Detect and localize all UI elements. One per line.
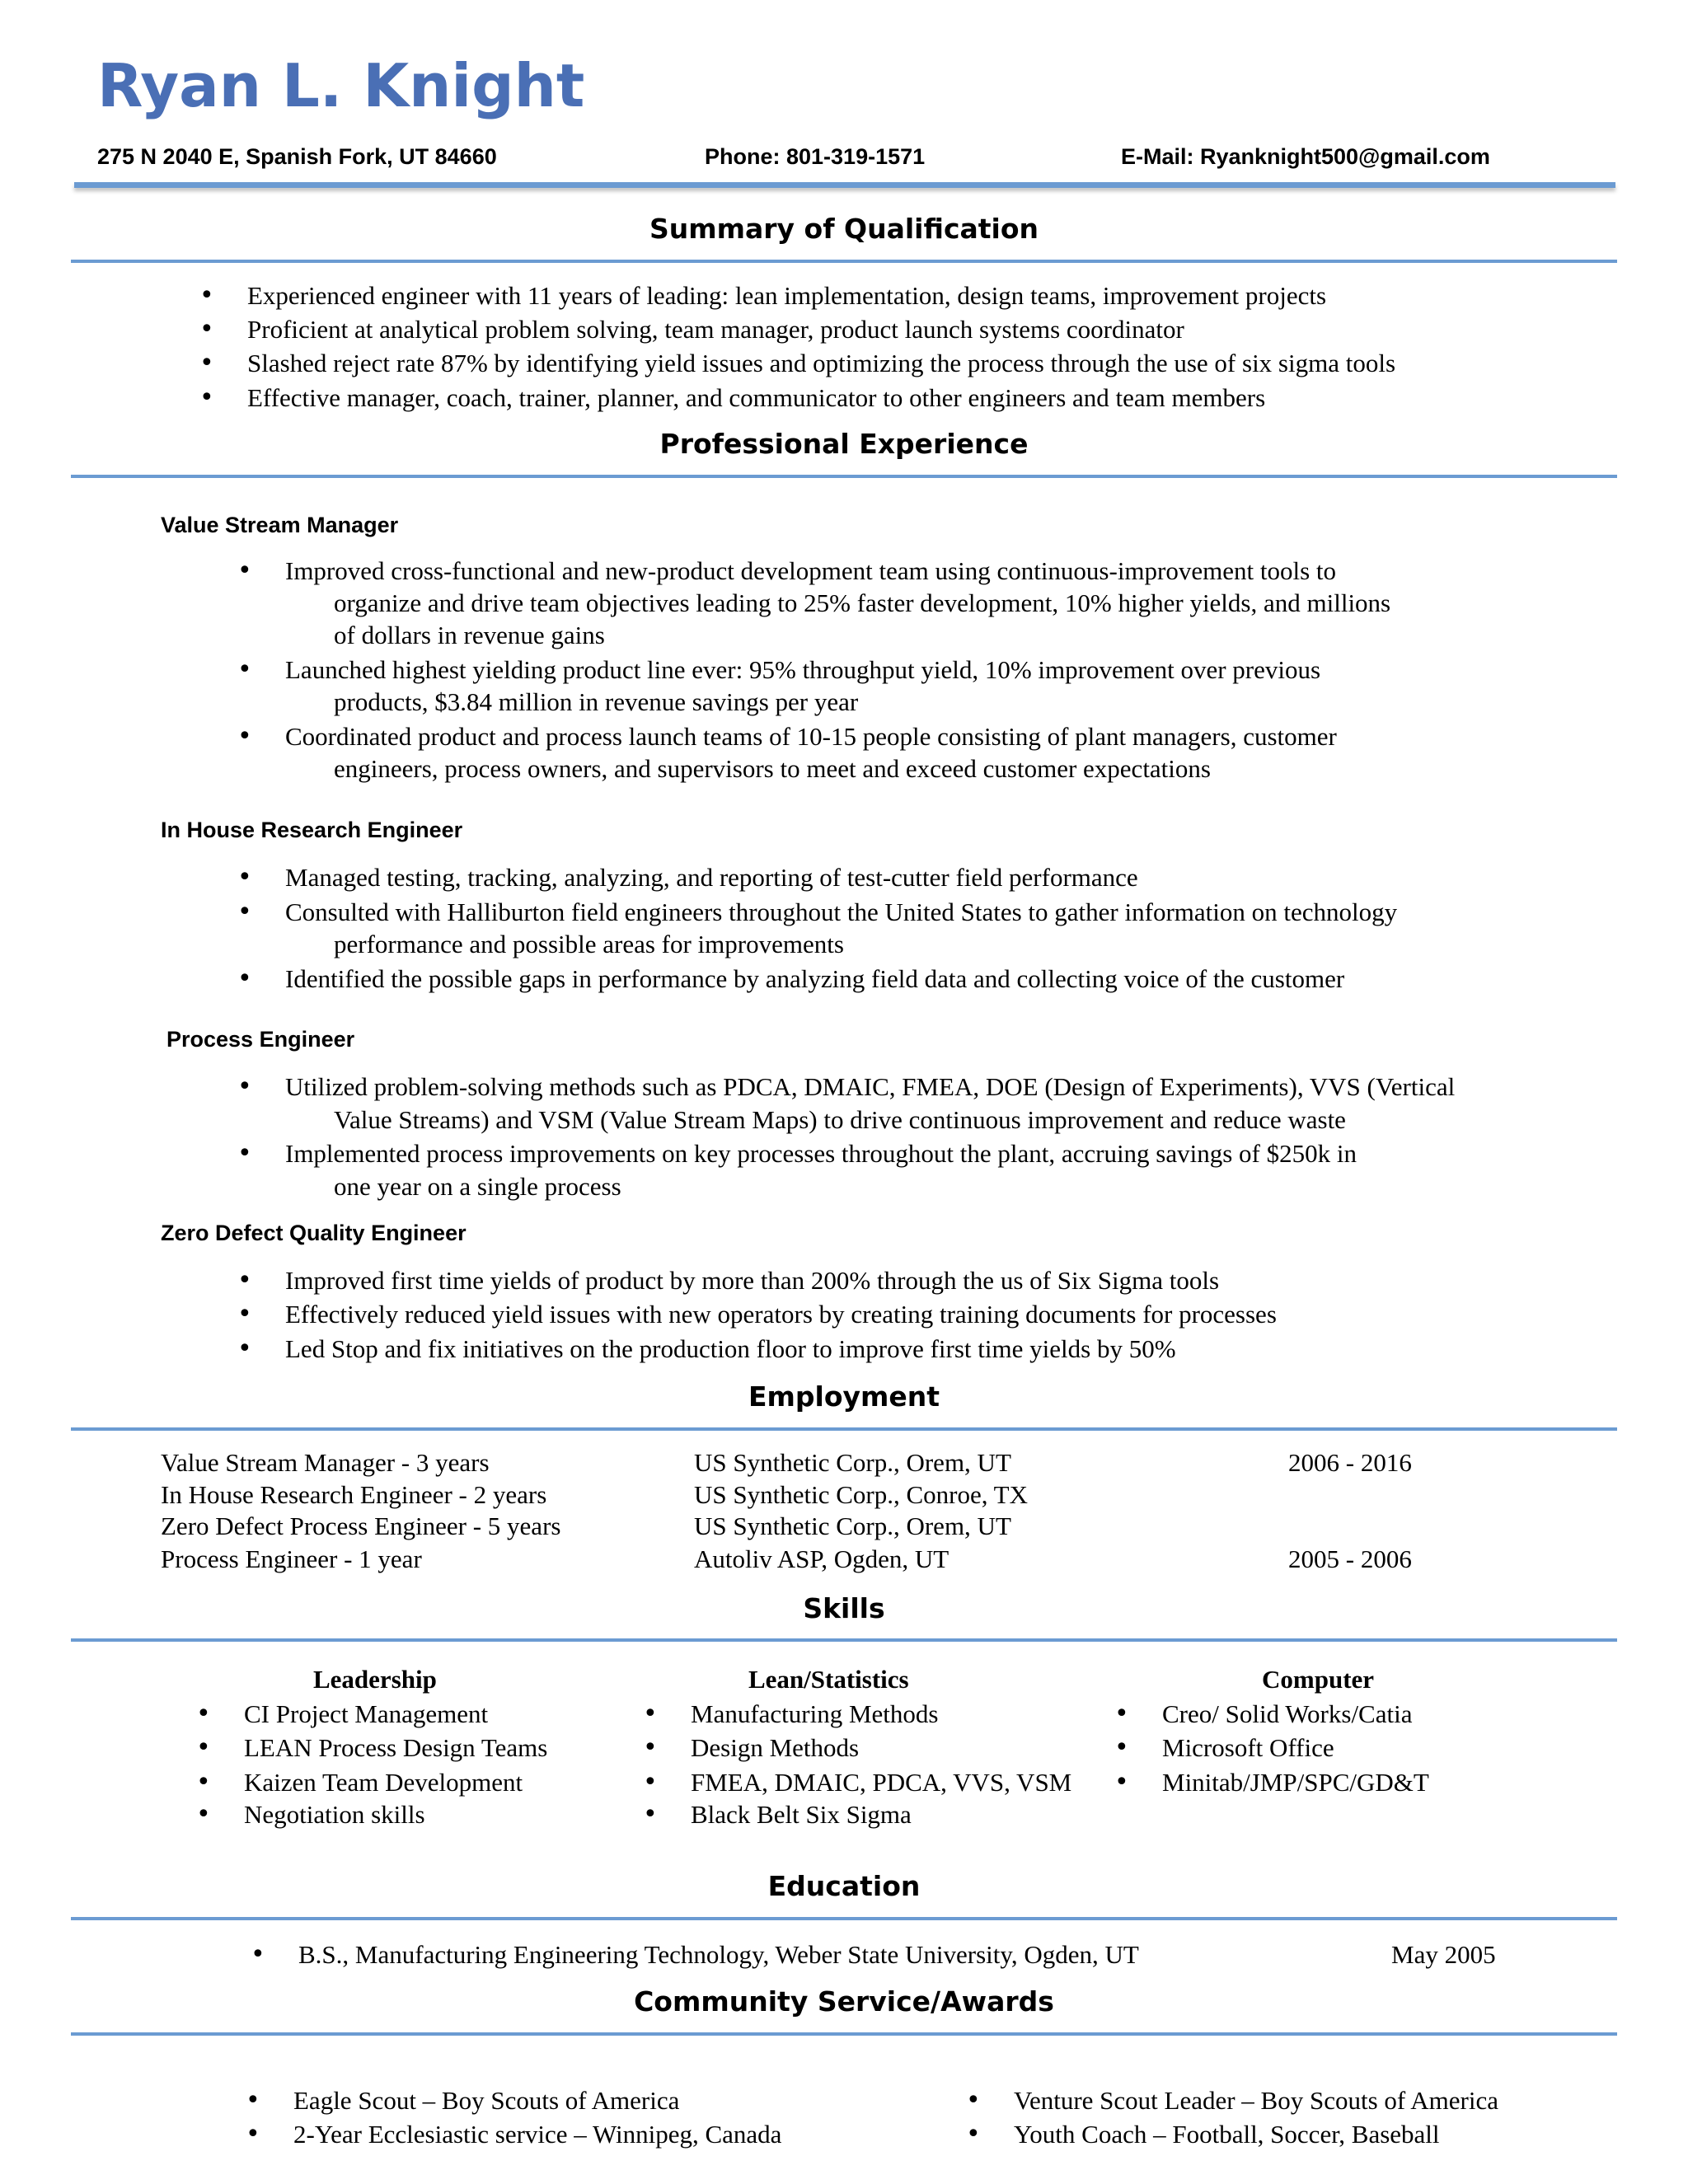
employment-divider bbox=[71, 1427, 1617, 1431]
employment-company: Autoliv ASP, Ogden, UT bbox=[694, 1544, 950, 1573]
community-item: • Youth Coach – Football, Soccer, Baseball bbox=[1014, 2120, 1440, 2149]
address: 275 N 2040 E, Spanish Fork, UT 84660 bbox=[97, 144, 497, 169]
employment-company: US Synthetic Corp., Orem, UT bbox=[694, 1511, 1011, 1540]
summary-item: • Slashed reject rate 87% by identifying yield issues and optimizing the process through the use of six sigma tools bbox=[247, 349, 1395, 378]
skill-item: • FMEA, DMAIC, PDCA, VVS, VSM bbox=[691, 1768, 1071, 1797]
job-title: Process Engineer bbox=[166, 1027, 355, 1052]
summary-divider bbox=[71, 260, 1617, 263]
job-bullet: • Launched highest yielding product line ever: 95% throughput yield, 10% improvement over previous bbox=[285, 655, 1320, 685]
experience-divider bbox=[71, 475, 1617, 478]
summary-item: • Proficient at analytical problem solving, team manager, product launch systems coordinator bbox=[247, 315, 1184, 344]
email: E-Mail: Ryanknight500@gmail.com bbox=[1121, 144, 1490, 169]
job-bullet-continuation: one year on a single process bbox=[334, 1172, 621, 1201]
skills-column-heading: Lean/Statistics bbox=[748, 1665, 909, 1694]
education-date: May 2005 bbox=[1391, 1940, 1496, 1969]
employment-dates: 2006 - 2016 bbox=[1288, 1448, 1412, 1477]
job-bullet-continuation: products, $3.84 million in revenue savings per year bbox=[334, 687, 859, 716]
employment-role: Process Engineer - 1 year bbox=[161, 1544, 422, 1573]
experience-title: Professional Experience bbox=[659, 428, 1029, 460]
employment-company: US Synthetic Corp., Orem, UT bbox=[694, 1448, 1011, 1477]
summary-item: • Experienced engineer with 11 years of leading: lean implementation, design teams, improvement projects bbox=[247, 281, 1326, 311]
job-bullet: • Improved first time yields of product by more than 200% through the us of Six Sigma tools bbox=[285, 1266, 1219, 1296]
job-bullet: • Coordinated product and process launch teams of 10-15 people consisting of plant managers, customer bbox=[285, 722, 1337, 752]
skill-item: • CI Project Management bbox=[244, 1699, 488, 1729]
skill-item: • Design Methods bbox=[691, 1733, 859, 1763]
skill-item: • Black Belt Six Sigma bbox=[691, 1800, 912, 1830]
skill-item: • Creo/ Solid Works/Catia bbox=[1162, 1699, 1412, 1729]
job-bullet-continuation: Value Streams) and VSM (Value Stream Maps) to drive continuous improvement and reduce waste bbox=[334, 1105, 1346, 1134]
education-degree: • B.S., Manufacturing Engineering Technology, Weber State University, Ogden, UT bbox=[298, 1940, 1139, 1970]
employment-company: US Synthetic Corp., Conroe, TX bbox=[694, 1480, 1028, 1509]
community-item: • Venture Scout Leader – Boy Scouts of America bbox=[1014, 2086, 1498, 2116]
skill-item: • Kaizen Team Development bbox=[244, 1768, 523, 1797]
header-divider bbox=[74, 182, 1615, 188]
job-title: In House Research Engineer bbox=[161, 818, 463, 842]
employment-role: Zero Defect Process Engineer - 5 years bbox=[161, 1511, 561, 1540]
education-divider bbox=[71, 1917, 1617, 1920]
job-bullet: • Identified the possible gaps in performance by analyzing field data and collecting voice of the customer bbox=[285, 964, 1344, 994]
job-bullet-continuation: of dollars in revenue gains bbox=[334, 621, 605, 649]
job-bullet: • Led Stop and fix initiatives on the production floor to improve first time yields by 50% bbox=[285, 1334, 1176, 1364]
employment-role: In House Research Engineer - 2 years bbox=[161, 1480, 547, 1509]
job-title: Value Stream Manager bbox=[161, 513, 399, 537]
community-item: • Eagle Scout – Boy Scouts of America bbox=[293, 2086, 679, 2116]
skills-divider bbox=[71, 1638, 1617, 1642]
education-title: Education bbox=[767, 1870, 921, 1902]
job-bullet: • Utilized problem-solving methods such as PDCA, DMAIC, FMEA, DOE (Design of Experiments), VVS (Vertical bbox=[285, 1072, 1455, 1102]
skill-item: • Minitab/JMP/SPC/GD&T bbox=[1162, 1768, 1429, 1797]
phone: Phone: 801-319-1571 bbox=[705, 144, 926, 169]
job-bullet: • Improved cross-functional and new-product development team using continuous-improvement tools to bbox=[285, 556, 1336, 586]
skills-column-heading: Computer bbox=[1262, 1665, 1375, 1694]
summary-title: Summary of Qualification bbox=[649, 213, 1039, 245]
community-title: Community Service/Awards bbox=[634, 1985, 1054, 2018]
job-bullet: • Implemented process improvements on key processes throughout the plant, accruing savings of $250k in bbox=[285, 1139, 1357, 1169]
job-title: Zero Defect Quality Engineer bbox=[161, 1221, 467, 1245]
job-bullet-continuation: engineers, process owners, and supervisors to meet and exceed customer expectations bbox=[334, 754, 1211, 783]
skill-item: • Manufacturing Methods bbox=[691, 1699, 938, 1729]
job-bullet-continuation: organize and drive team objectives leading to 25% faster development, 10% higher yields, and millions bbox=[334, 588, 1391, 617]
job-bullet: • Effectively reduced yield issues with new operators by creating training documents for processes bbox=[285, 1300, 1277, 1329]
job-bullet-continuation: performance and possible areas for improvements bbox=[334, 930, 844, 958]
employment-dates: 2005 - 2006 bbox=[1288, 1544, 1412, 1573]
employment-title: Employment bbox=[748, 1380, 940, 1413]
community-item: • 2-Year Ecclesiastic service – Winnipeg, Canada bbox=[293, 2120, 781, 2149]
job-bullet: • Managed testing, tracking, analyzing, and reporting of test-cutter field performance bbox=[285, 863, 1138, 893]
skills-title: Skills bbox=[803, 1592, 885, 1624]
community-divider bbox=[71, 2032, 1617, 2036]
skill-item: • Microsoft Office bbox=[1162, 1733, 1334, 1763]
skill-item: • LEAN Process Design Teams bbox=[244, 1733, 547, 1763]
skill-item: • Negotiation skills bbox=[244, 1800, 425, 1830]
employment-role: Value Stream Manager - 3 years bbox=[161, 1448, 490, 1477]
skills-column-heading: Leadership bbox=[313, 1665, 437, 1694]
job-bullet: • Consulted with Halliburton field engineers throughout the United States to gather information on technology bbox=[285, 898, 1397, 927]
candidate-name: Ryan L. Knight bbox=[97, 51, 585, 120]
summary-item: • Effective manager, coach, trainer, planner, and communicator to other engineers and team members bbox=[247, 383, 1265, 413]
